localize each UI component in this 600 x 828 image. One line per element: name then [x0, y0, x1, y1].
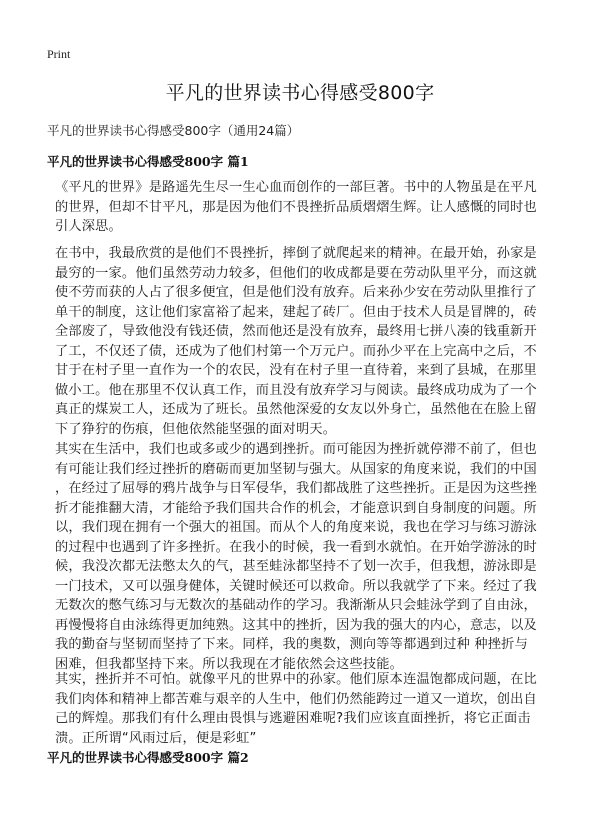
paragraph-line: 己的辉煌。那我们有什么理由畏惧与逃避困难呢?我们应该直面挫折，将它正面击: [55, 711, 531, 726]
paragraph-line: 了工，不仅还了债，还成为了他们村第一个万元户。而孙少平在上完高中之后，不: [55, 343, 537, 359]
paragraph-line: 全部废了，导致他没有钱还债，然而他还是没有放弃，最终用七拼八凑的钱重新开: [55, 324, 537, 339]
paragraph-line: 折才能推翻大清，才能给予我们国共合作的机会，才能意识到自身制度的问题。所: [55, 500, 537, 516]
paragraph-line: 在书中，我最欣赏的是他们不畏挫折，摔倒了就爬起来的精神。在最开始，孙家是: [55, 246, 537, 261]
document-subtitle: 平凡的世界读书心得感受800字（通用24篇）: [47, 123, 300, 138]
section-heading-2: 平凡的世界读书心得感受800字 篇2: [47, 750, 249, 765]
paragraph-2: [55, 244, 549, 439]
paragraph-line: 以，我们现在拥有一个强大的祖国。而从个人的角度来说，我也在学习与练习游泳: [55, 520, 537, 535]
paragraph-line: ，在经过了屈辱的鸦片战争与日军侵华，我们都战胜了这些挫折。正是因为这些挫: [55, 481, 537, 496]
paragraph-line: 无数次的憋气练习与无数次的基础动作的学习。我渐渐从只会蛙泳学到了自由泳，: [55, 598, 537, 613]
paragraph-line: 下了狰狞的伤痕，但他依然能坚强的面对明天。: [55, 421, 337, 437]
paragraph-line: 引人深思。: [55, 219, 122, 234]
paragraph-4: [55, 670, 549, 748]
section-heading-1: 平凡的世界读书心得感受800字 篇1: [47, 154, 249, 169]
paragraph-line: 的过程中也遇到了许多挫折。在我小的时候，我一看到水就怕。在开始学游泳的时: [55, 539, 537, 555]
paragraph-line: 其实在生活中，我们也或多或少的遇到挫折。而可能因为挫折就停滞不前了，但也: [55, 442, 537, 457]
paragraph-line: 最穷的一家。他们虽然劳动力较多，但他们的收成都是要在劳动队里平分，而这就: [55, 265, 537, 281]
paragraph-line: 甘于在村子里一直作为一个的农民，没有在村子里一直待着，来到了县城，在那里: [55, 363, 537, 378]
paragraph-line: 我的勤奋与坚韧而坚持了下来。同样，我的奥数，测向等等都遇到过种 种挫折与: [55, 637, 528, 652]
paragraph-3: [55, 440, 549, 674]
paragraph-line: 单干的制度，这让他们家富裕了起来，建起了砖厂。但由于技术人员是冒牌的，砖: [55, 304, 537, 320]
paragraph-line: 候，我没次都无法憋太久的气，甚至蛙泳都坚持不了划一次手，但我想，游泳即是: [55, 559, 537, 574]
paragraph-line: 一门技术，又可以强身健体，关键时候还可以救命。所以我就学了下来。经过了我: [55, 578, 537, 594]
print-label: Print: [47, 47, 71, 61]
paragraph-line: 再慢慢将自由泳练得更加纯熟。这其中的挫折，因为我的强大的内心，意志，以及: [55, 617, 537, 633]
paragraph-line: 的世界，但却不甘平凡，那是因为他们不畏挫折品质熠熠生辉。让人感慨的同时也: [55, 199, 537, 215]
paragraph-line: 《平凡的世界》是路遥先生尽一生心血而创作的一部巨著。书中的人物虽是在平凡: [55, 180, 537, 195]
paragraph-line: 其实，挫折并不可怕。就像平凡的世界中的孙家。他们原本连温饱都成问题，在比: [55, 672, 537, 687]
page-title: 平凡的世界读书心得感受800字: [165, 82, 435, 104]
paragraph-line: 困难，但我都坚持下来。所以我现在才能依然会这些技能。: [55, 656, 404, 672]
paragraph-line: 做小工。他在那里不仅认真工作，而且没有放弃学习与阅读。最终成功成为了一个: [55, 382, 537, 398]
paragraph-line: 有可能让我们经过挫折的磨砺而更加坚韧与强大。从国家的角度来说，我们的中国: [55, 461, 537, 477]
paragraph-line: 使不劳而获的人占了很多便宜，但是他们没有放弃。后来孙少安在劳动队里推行了: [55, 285, 537, 300]
paragraph-line: 我们肉体和精神上都苦难与艰辛的人生中，他们仍然能跨过一道又一道坎，创出自: [55, 691, 537, 707]
paragraph-1: [55, 178, 549, 237]
paragraph-line: 溃。正所谓“风雨过后，便是彩虹”: [55, 730, 257, 746]
paragraph-line: 真正的煤炭工人，还成为了班长。虽然他深爱的女友以外身亡，虽然他在在脸上留: [55, 402, 537, 417]
